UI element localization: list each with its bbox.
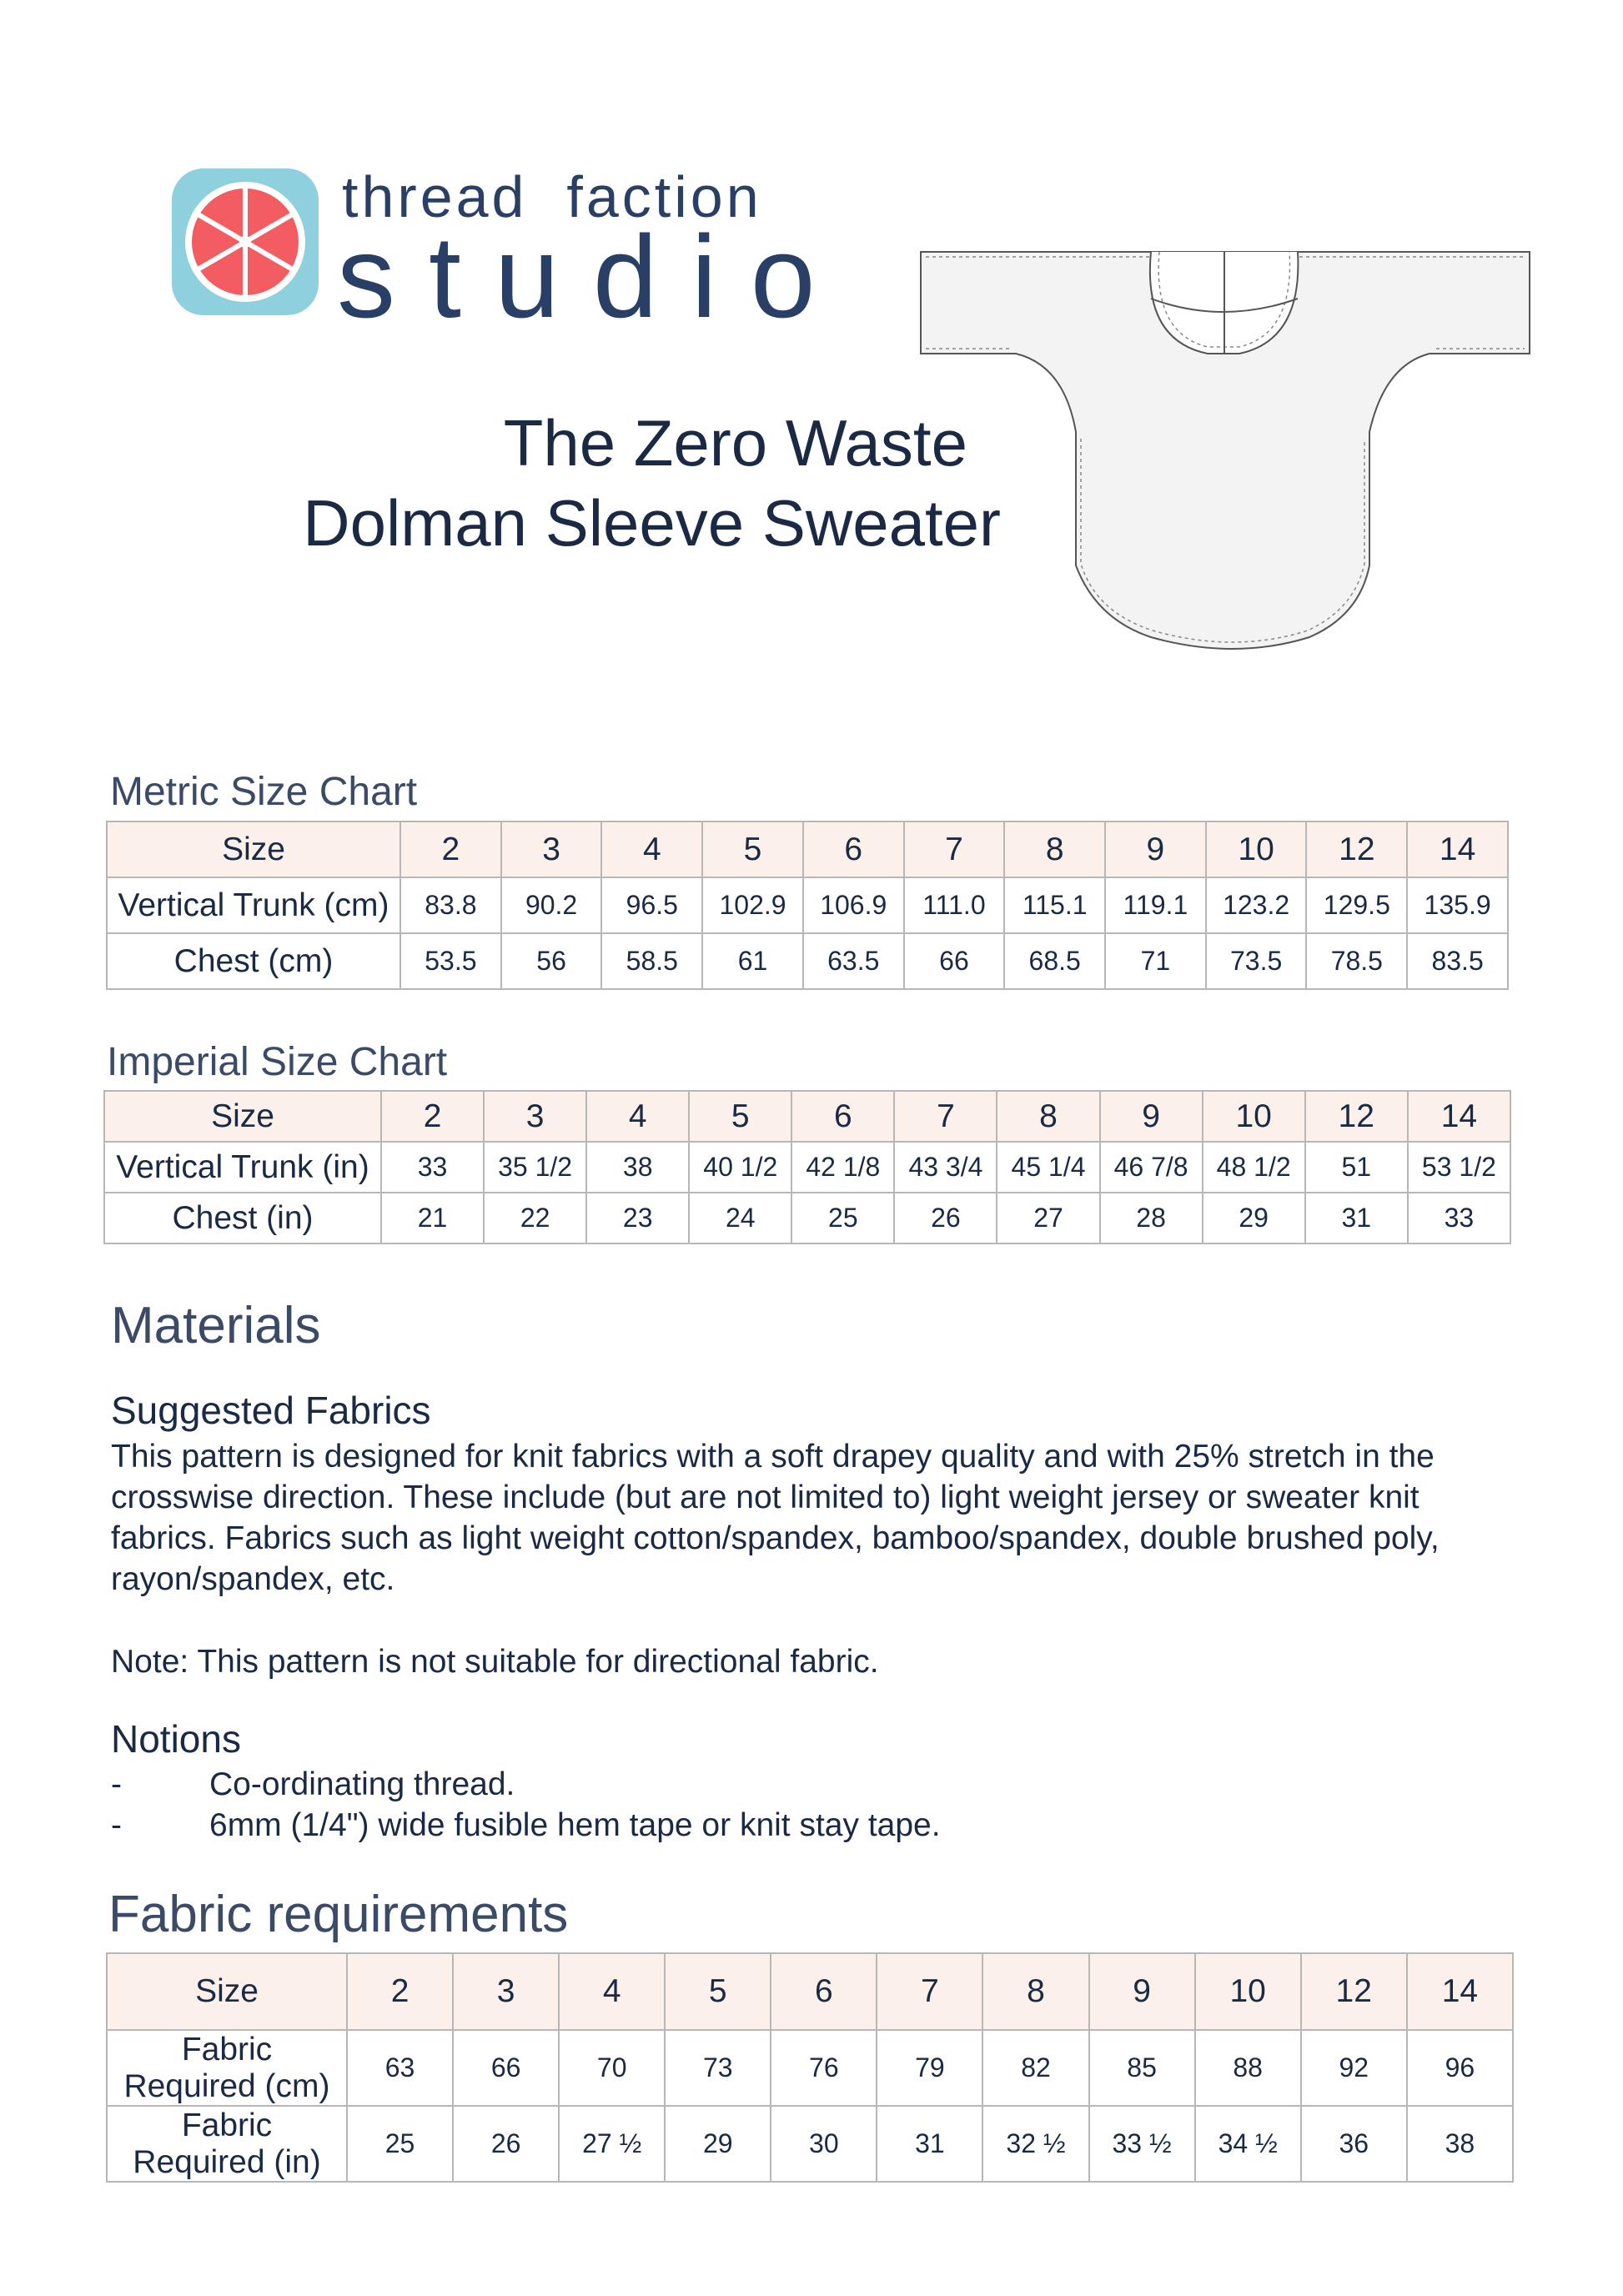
size-cell: 6 <box>771 1953 877 2030</box>
value-cell: 102.9 <box>702 877 803 933</box>
value-cell: 111.0 <box>904 877 1005 933</box>
dash-bullet: - <box>111 1807 122 1843</box>
value-cell: 123.2 <box>1206 877 1307 933</box>
row-label: Vertical Trunk (cm) <box>107 877 400 933</box>
value-cell: 92 <box>1301 2030 1407 2106</box>
size-cell: 7 <box>894 1091 997 1142</box>
value-cell: 43 3/4 <box>894 1142 997 1193</box>
value-cell: 135.9 <box>1407 877 1508 933</box>
size-cell: 2 <box>347 1953 453 2030</box>
fabric-requirements-table <box>106 1952 1514 2183</box>
value-cell: 25 <box>347 2106 453 2182</box>
value-cell: 30 <box>771 2106 877 2182</box>
list-item <box>111 1764 515 1805</box>
materials-heading: Materials <box>111 1297 321 1354</box>
value-cell: 85 <box>1089 2030 1195 2106</box>
suggested-fabrics-heading: Suggested Fabrics <box>111 1389 431 1432</box>
table-row <box>104 1142 1510 1193</box>
value-cell: 88 <box>1195 2030 1301 2106</box>
value-cell: 63.5 <box>803 933 904 989</box>
size-cell: 4 <box>586 1091 689 1142</box>
value-cell: 70 <box>559 2030 665 2106</box>
notions-heading: Notions <box>111 1717 241 1761</box>
value-cell: 23 <box>586 1193 689 1243</box>
size-cell: 10 <box>1195 1953 1301 2030</box>
value-cell: 73 <box>665 2030 771 2106</box>
value-cell: 66 <box>453 2030 559 2106</box>
imperial-size-table <box>103 1090 1511 1244</box>
size-cell: 5 <box>702 821 803 877</box>
value-cell: 33 <box>381 1142 484 1193</box>
row-label-line2: Required (in) <box>133 2143 321 2180</box>
value-cell: 79 <box>877 2030 982 2106</box>
size-cell: 14 <box>1407 821 1508 877</box>
value-cell: 61 <box>702 933 803 989</box>
size-cell: 7 <box>877 1953 982 2030</box>
text-line: crosswise direction. These include (but are not limited to) light weight jersey or sweater knit <box>111 1480 1419 1515</box>
notion-text: 6mm (1/4") wide fusible hem tape or knit stay tape. <box>209 1807 941 1843</box>
table-row <box>107 877 1508 933</box>
value-cell: 33 ½ <box>1089 2106 1195 2182</box>
row-label: Vertical Trunk (in) <box>104 1142 381 1193</box>
value-cell: 90.2 <box>501 877 602 933</box>
value-cell: 36 <box>1301 2106 1407 2182</box>
size-cell: 14 <box>1407 1953 1513 2030</box>
value-cell: 78.5 <box>1306 933 1407 989</box>
metric-chart-heading: Metric Size Chart <box>110 770 418 814</box>
row-label-line2: Required (cm) <box>123 2067 330 2104</box>
value-cell: 76 <box>771 2030 877 2106</box>
value-cell: 38 <box>586 1142 689 1193</box>
size-cell: 12 <box>1306 821 1407 877</box>
value-cell: 115.1 <box>1004 877 1105 933</box>
brand-name-line1: thread faction <box>342 164 762 229</box>
value-cell: 63 <box>347 2030 453 2106</box>
value-cell: 24 <box>689 1193 791 1243</box>
fabric-requirements-heading: Fabric requirements <box>108 1886 569 1943</box>
suggested-fabrics-text <box>111 1436 1579 1600</box>
value-cell: 129.5 <box>1306 877 1407 933</box>
value-cell: 56 <box>501 933 602 989</box>
value-cell: 26 <box>453 2106 559 2182</box>
value-cell: 106.9 <box>803 877 904 933</box>
list-item <box>111 1805 941 1846</box>
value-cell: 22 <box>484 1193 586 1243</box>
size-cell: 3 <box>501 821 602 877</box>
text-line: rayon/spandex, etc. <box>111 1561 395 1597</box>
value-cell: 27 <box>997 1193 1099 1243</box>
value-cell: 42 1/8 <box>791 1142 894 1193</box>
value-cell: 48 1/2 <box>1203 1142 1305 1193</box>
value-cell: 38 <box>1407 2106 1513 2182</box>
value-cell: 25 <box>791 1193 894 1243</box>
value-cell: 83.5 <box>1407 933 1508 989</box>
value-cell: 34 ½ <box>1195 2106 1301 2182</box>
value-cell: 29 <box>665 2106 771 2182</box>
size-cell: 7 <box>904 821 1005 877</box>
size-cell: 9 <box>1100 1091 1203 1142</box>
text-line: fabrics. Fabrics such as light weight cotton/spandex, bamboo/spandex, double brushed poly, <box>111 1520 1440 1556</box>
table-row <box>107 2106 1513 2182</box>
value-cell: 83.8 <box>400 877 501 933</box>
size-cell: 2 <box>381 1091 484 1142</box>
size-cell: 10 <box>1206 821 1307 877</box>
metric-size-table <box>106 821 1509 990</box>
value-cell: 28 <box>1100 1193 1203 1243</box>
size-cell: 6 <box>803 821 904 877</box>
size-header-cell: Size <box>107 1953 347 2030</box>
value-cell: 66 <box>904 933 1005 989</box>
size-cell: 4 <box>559 1953 665 2030</box>
value-cell: 53 1/2 <box>1408 1142 1510 1193</box>
row-label: Chest (cm) <box>107 933 400 989</box>
size-cell: 9 <box>1089 1953 1195 2030</box>
row-label-line1: Fabric <box>181 2107 273 2143</box>
directional-fabric-note: Note: This pattern is not suitable for directional fabric. <box>111 1644 879 1680</box>
row-label-line1: Fabric <box>181 2031 273 2067</box>
value-cell: 119.1 <box>1105 877 1206 933</box>
value-cell: 40 1/2 <box>689 1142 791 1193</box>
size-cell: 8 <box>982 1953 1088 2030</box>
value-cell: 51 <box>1305 1142 1408 1193</box>
size-cell: 6 <box>791 1091 894 1142</box>
text-line: This pattern is designed for knit fabrics with a soft drapey quality and with 25% stretch in the <box>111 1439 1435 1475</box>
notion-text: Co-ordinating thread. <box>209 1766 515 1802</box>
size-cell: 12 <box>1301 1953 1407 2030</box>
value-cell: 58.5 <box>601 933 702 989</box>
brand-name-line2: studio <box>337 211 849 342</box>
pattern-title-line2: Dolman Sleeve Sweater <box>303 486 1001 560</box>
sweater-illustration <box>917 249 1535 661</box>
imperial-chart-heading: Imperial Size Chart <box>107 1040 448 1084</box>
size-cell: 14 <box>1408 1091 1510 1142</box>
value-cell: 68.5 <box>1004 933 1105 989</box>
value-cell: 46 7/8 <box>1100 1142 1203 1193</box>
value-cell: 96.5 <box>601 877 702 933</box>
value-cell: 73.5 <box>1206 933 1307 989</box>
value-cell: 82 <box>982 2030 1088 2106</box>
value-cell: 33 <box>1408 1193 1510 1243</box>
size-cell: 5 <box>665 1953 771 2030</box>
size-cell: 12 <box>1305 1091 1408 1142</box>
value-cell: 35 1/2 <box>484 1142 586 1193</box>
value-cell: 26 <box>894 1193 997 1243</box>
size-cell: 3 <box>484 1091 586 1142</box>
row-label <box>107 2106 347 2182</box>
value-cell: 29 <box>1203 1193 1305 1243</box>
table-row <box>104 1091 1510 1142</box>
value-cell: 31 <box>877 2106 982 2182</box>
dash-bullet: - <box>111 1766 122 1802</box>
size-cell: 3 <box>453 1953 559 2030</box>
table-row <box>107 821 1508 877</box>
size-cell: 10 <box>1203 1091 1305 1142</box>
value-cell: 53.5 <box>400 933 501 989</box>
row-label: Chest (in) <box>104 1193 381 1243</box>
table-row <box>107 2030 1513 2106</box>
table-row <box>107 933 1508 989</box>
size-header-cell: Size <box>104 1091 381 1142</box>
size-cell: 5 <box>689 1091 791 1142</box>
value-cell: 32 ½ <box>982 2106 1088 2182</box>
size-cell: 9 <box>1105 821 1206 877</box>
value-cell: 21 <box>381 1193 484 1243</box>
value-cell: 27 ½ <box>559 2106 665 2182</box>
value-cell: 45 1/4 <box>997 1142 1099 1193</box>
value-cell: 71 <box>1105 933 1206 989</box>
size-cell: 4 <box>601 821 702 877</box>
table-row <box>107 1953 1513 2030</box>
table-row <box>104 1193 1510 1243</box>
grapefruit-logo-icon <box>170 167 320 317</box>
size-header-cell: Size <box>107 821 400 877</box>
notions-list <box>111 1764 941 1846</box>
value-cell: 31 <box>1305 1193 1408 1243</box>
size-cell: 8 <box>1004 821 1105 877</box>
row-label <box>107 2030 347 2106</box>
pattern-title-line1: The Zero Waste <box>503 406 967 480</box>
size-cell: 2 <box>400 821 501 877</box>
size-cell: 8 <box>997 1091 1099 1142</box>
value-cell: 96 <box>1407 2030 1513 2106</box>
